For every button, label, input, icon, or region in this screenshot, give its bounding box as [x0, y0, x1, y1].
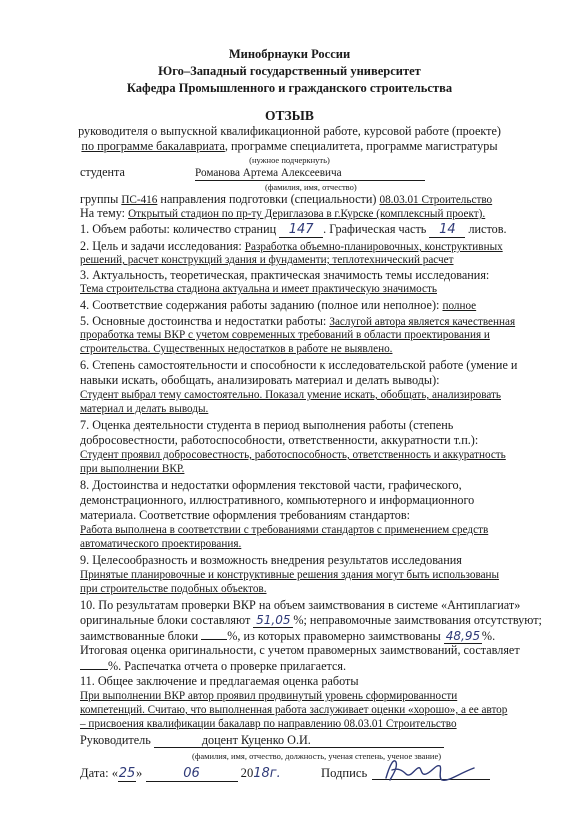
q10-original-suffix: %; неправомочные заимствования отсутствуют;	[293, 613, 542, 627]
topic-line	[80, 206, 485, 221]
student-label: студента	[80, 165, 125, 179]
q1-mid: . Графическая часть	[323, 222, 427, 236]
q10-legit-value: 48,95	[445, 629, 481, 643]
topic-value: Открытый стадион по пр-ту Дериглазова в г.Курске (комплексный проект).	[128, 208, 486, 220]
ministry-heading: Минобрнауки России	[228, 47, 351, 61]
student-line	[80, 165, 425, 181]
q5-line1	[80, 314, 515, 329]
date-sep: »	[136, 766, 143, 780]
q4-label: 4. Соответствие содержания работы заданию (полное или неполное):	[80, 298, 440, 312]
date-day: 25	[118, 766, 136, 781]
q6-label2: навыки искать, обобщать, анализировать материал и делать выводы):	[80, 373, 440, 387]
q9-value2: при строительстве подобных объектов.	[80, 583, 267, 595]
group-line	[80, 192, 492, 207]
q10-total-blank	[80, 658, 108, 670]
q11-value2: компетенций. Считаю, что выполненная работа заслуживает оценки «хорошо», а ее автор	[80, 704, 508, 716]
q6-value1: Студент выбрал тему самостоятельно. Показал умение искать, обобщать, анализировать	[80, 389, 501, 401]
q8-label1: 8. Достоинства и недостатки оформления текстовой части, графического,	[80, 478, 462, 492]
q10-legit-label: %, из которых правомерно заимствованы	[227, 629, 441, 643]
q1-pages: 147	[279, 223, 323, 238]
student-name: Романова Артема Алексеевича	[195, 166, 425, 181]
signature-label: Подпись	[321, 766, 368, 780]
q10-label4: Итоговая оценка оригинальности, с учетом правомерных заимствований, составляет	[80, 643, 520, 657]
q10-line2	[80, 613, 542, 628]
q10-borrowed-blank	[201, 628, 227, 640]
q6-value2: материал и делать выводы.	[80, 403, 209, 415]
date-line	[80, 766, 281, 782]
page-title: ОТЗЫВ	[265, 108, 314, 123]
supervisor-value: доцент Куценко О.И.	[154, 733, 444, 748]
reviewer-line: руководителя о выпускной квалификационной работе, курсовой работе (проекте)	[78, 124, 501, 138]
q1-prefix: 1. Объем работы: количество страниц	[80, 222, 277, 236]
q2-line1	[80, 239, 503, 254]
q8-label3: материала. Соответствие оформления требованиям стандартов:	[80, 508, 411, 522]
q9-label: 9. Целесообразность и возможность внедрения результатов исследования	[80, 553, 462, 567]
q10-original-value: 51,05	[253, 613, 293, 628]
q5-label: 5. Основные достоинства и недостатки работы:	[80, 314, 327, 328]
q10-original-label: оригинальные блоки составляют	[80, 613, 251, 627]
q10-label1: 10. По результатам проверки ВКР на объем заимствования в системе «Антиплагиат»	[80, 598, 521, 612]
direction-value: 08.03.01 Строительство	[379, 194, 493, 206]
q1-suffix: листов.	[468, 222, 507, 236]
group-label: группы	[80, 192, 119, 206]
q5-value1: Заслугой автора является качественная	[329, 316, 516, 328]
q11-label: 11. Общее заключение и предлагаемая оценка работы	[80, 674, 359, 688]
group-value: ПС-416	[121, 194, 158, 206]
date-year-suffix: 18г.	[253, 766, 281, 781]
q8-label2: демонстрационного, иллюстративного, компьютерного и информационного	[80, 493, 475, 507]
q10-label5: %. Распечатка отчета о проверке прилагается.	[108, 659, 347, 673]
q8-value1: Работа выполнена в соответствии с требованиями стандартов с применением средств	[80, 524, 489, 536]
q5-value2: проработка темы ВКР с учетом современных требований в области проектирования и	[80, 329, 490, 341]
q10-line3	[80, 628, 495, 644]
direction-label: направления подготовки (специальности)	[160, 192, 377, 206]
q7-value1: Студент проявил добросовестность, работоспособность, ответственность и аккуратность	[80, 449, 506, 461]
supervisor-label: Руководитель	[80, 733, 151, 747]
q9-value1: Принятые планировочные и конструктивные решения здания могут быть использованы	[80, 569, 500, 581]
date-label: Дата: «	[80, 766, 119, 780]
handwritten-signature-icon	[380, 752, 480, 786]
q1-line	[80, 222, 507, 238]
q7-label1: 7. Оценка деятельности студента в период выполнения работы (степень	[80, 418, 454, 432]
q10-borrowed-label: заимствованные блоки	[80, 629, 199, 643]
underline-note: (нужное подчеркнуть)	[249, 155, 330, 165]
q11-value1: При выполнении ВКР автор проявил продвинутый уровень сформированности	[80, 690, 458, 702]
program-line	[0, 139, 579, 153]
q11-value3: – присвоения квалификации бакалавр по направлению 08.03.01 Строительство	[80, 718, 457, 730]
program-other: , программе специалитета, программе магистратуры	[224, 139, 498, 153]
q2-value2: решений, расчет конструкций здания и фундаменти; теплотехнический расчет	[80, 254, 454, 266]
q7-label2: добросовестности, работоспособности, ответственности, аккуратности т.п.):	[80, 433, 479, 447]
q10-legit-suffix: %.	[481, 629, 496, 643]
q3-value: Тема строительства стадиона актуальна и имеет практическую значимость	[80, 283, 437, 295]
q2-value1: Разработка объемно-планировочных, конструктивных	[244, 241, 503, 253]
university-heading: Юго–Западный государственный университет	[158, 64, 421, 78]
q8-value2: автоматического проектирования.	[80, 538, 242, 550]
q3-label: 3. Актуальность, теоретическая, практическая значимость темы исследования:	[80, 268, 490, 282]
q6-label1: 6. Степень самостоятельности и способности к исследовательской работе (умение и	[80, 358, 518, 372]
q7-value2: при выполнении ВКР.	[80, 463, 185, 475]
date-year-prefix: 20	[240, 766, 254, 780]
q4-value: полное	[442, 300, 477, 312]
q1-sheets: 14	[429, 223, 465, 238]
topic-label: На тему:	[80, 206, 126, 220]
q5-value3: строительства. Существенных недостатков в работе не выявлено.	[80, 343, 393, 355]
program-bachelor: по программе бакалавриата	[81, 139, 225, 153]
student-name-note: (фамилия, имя, отчество)	[265, 182, 357, 192]
q10-line5	[80, 658, 346, 673]
department-heading: Кафедра Промышленного и гражданского строительства	[126, 81, 453, 95]
q4-line	[80, 298, 476, 313]
date-month: 06	[146, 767, 238, 782]
q2-label: 2. Цель и задачи исследования:	[80, 239, 242, 253]
supervisor-note: (фамилия, имя, отчество, должность, ученая степень, ученое звание)	[192, 751, 442, 761]
supervisor-line	[80, 733, 444, 748]
